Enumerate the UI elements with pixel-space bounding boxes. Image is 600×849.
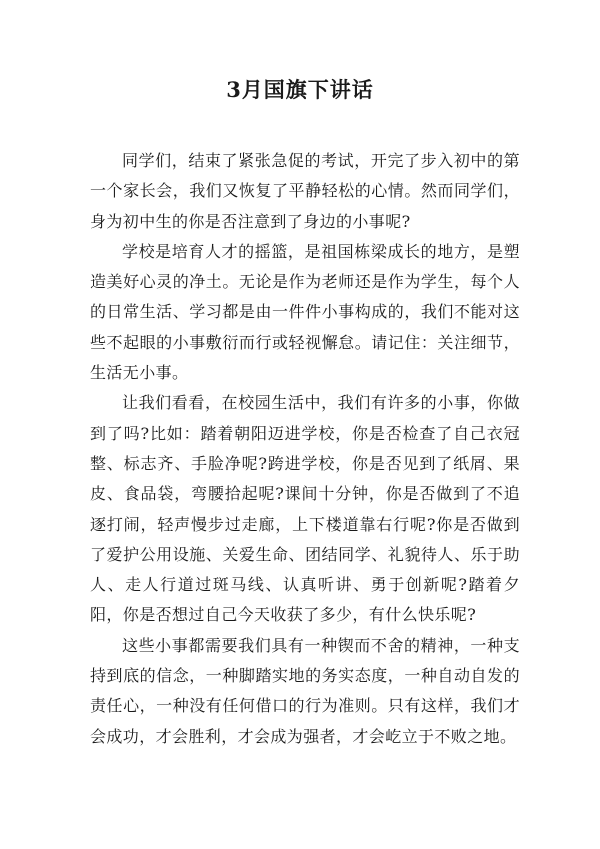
paragraph-3: 让我们看看，在校园生活中，我们有许多的小事，你做到了吗?比如：踏着朝阳迈进学校，你是否检查了自己衣冠整、标志齐、手脸净呢?跨进学校，你是否见到了纸屑、果皮、食品袋，弯腰拾起呢?课间十分钟，你是否做到了不追逐打闹，轻声慢步过走廊，上下楼道靠右行呢?你是否做到了爱护公用设施、关爱生命、团结同学、礼貌待人、乐于助人、走人行道过斑马线、认真听讲、勇于创新呢?踏着夕阳，你是否想过自己今天收获了多少，有什么快乐呢? [90, 393, 520, 625]
document-body [90, 146, 520, 752]
paragraph-4: 这些小事都需要我们具有一种锲而不舍的精神，一种支持到底的信念，一种脚踏实地的务实态度，一种自动自发的责任心，一种没有任何借口的行为准则。只有这样，我们才会成功，才会胜利，才会成为强者，才会屹立于不败之地。 [90, 635, 520, 746]
paragraph-1: 同学们，结束了紧张急促的考试，开完了步入初中的第一个家长会，我们又恢复了平静轻松的心情。然而同学们，身为初中生的你是否注意到了身边的小事呢? [90, 151, 520, 231]
document-title: 3月国旗下讲话 [226, 77, 374, 102]
paragraph-2: 学校是培育人才的摇篮，是祖国栋梁成长的地方，是塑造美好心灵的净土。无论是作为老师还是作为学生，每个人的日常生活、学习都是由一件件小事构成的，我们不能对这些不起眼的小事敷衍而行或轻视懈怠。请记住：关注细节，生活无小事。 [90, 241, 520, 383]
